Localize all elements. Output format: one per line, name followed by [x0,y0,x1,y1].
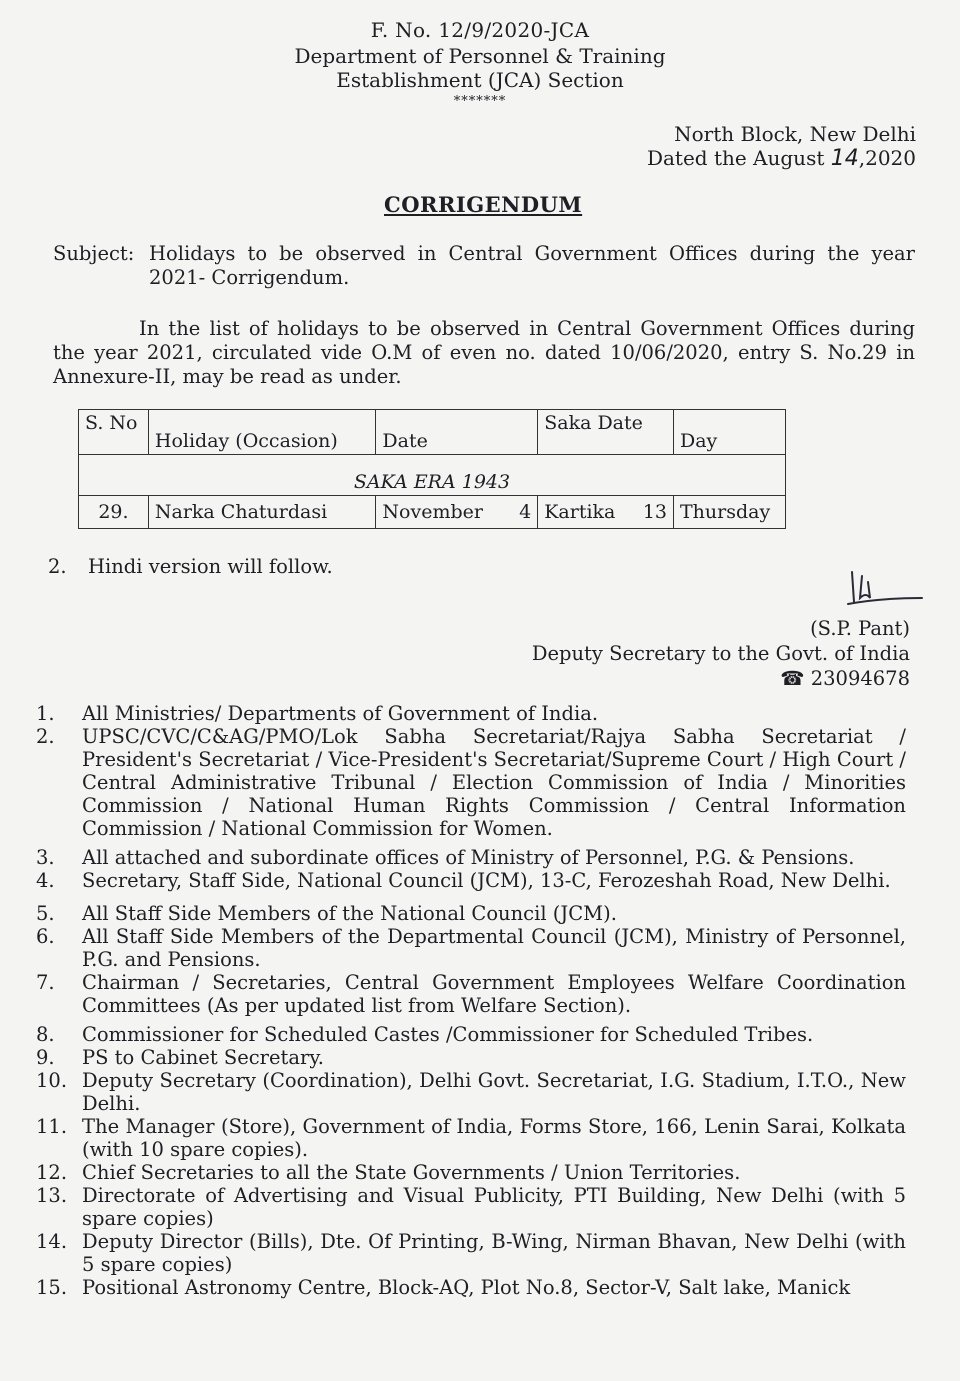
list-item-number: 7. [36,971,55,994]
file-number: F. No. 12/9/2020-JCA [370,18,590,42]
cell-date-month: November [382,501,483,523]
list-item-number: 14. [36,1230,68,1253]
list-item-number: 2. [36,725,55,748]
place-line: North Block, New Delhi [674,122,916,146]
date-prefix: Dated the August [646,146,825,170]
handwritten-day: 14 [830,146,859,171]
date-year: ,2020 [858,146,916,170]
saka-era: SAKA ERA 1943 [79,455,786,496]
list-item [36,1230,906,1276]
list-item [36,1161,906,1184]
list-item [36,725,906,840]
list-item [36,925,906,971]
list-item [36,1276,906,1299]
document-title: CORRIGENDUM [384,192,583,217]
cell-date-day: 4 [519,501,532,523]
signatory-name: (S.P. Pant) [810,617,910,640]
header-separator: ******* [453,94,507,109]
list-item-number: 10. [36,1069,68,1092]
list-item-text: All Staff Side Members of the Departmental Council (JCM), Ministry of Personnel, P.G. and Pensions. [82,925,906,971]
list-item [36,702,906,725]
list-item-number: 1. [36,702,55,725]
header-holiday: Holiday (Occasion) [148,410,376,455]
list-item-number: 3. [36,846,55,869]
table-era-row [79,455,786,496]
list-item-text: Secretary, Staff Side, National Council (JCM), 13-C, Ferozeshah Road, New Delhi. [82,869,891,892]
table-row [79,496,786,529]
subject-block [53,242,915,290]
distribution-list [36,702,906,1299]
signature-mark [840,568,926,618]
cell-saka-day: 13 [642,501,667,523]
list-item-text: All Staff Side Members of the National Council (JCM). [82,902,617,925]
header-sno: S. No [79,410,149,455]
note-text: Hindi version will follow. [88,555,333,578]
signatory-designation: Deputy Secretary to the Govt. of India [531,642,910,665]
list-item-text: Deputy Director (Bills), Dte. Of Printing, B-Wing, Nirman Bhavan, New Delhi (with 5 spare copies) [82,1230,906,1276]
cell-date [376,496,538,529]
list-item-text: All Ministries/ Departments of Government of India. [82,702,599,725]
list-item-number: 15. [36,1276,68,1299]
holiday-table [78,409,786,529]
note-line [48,555,333,578]
list-item-text: The Manager (Store), Government of India, Forms Store, 166, Lenin Sarai, Kolkata (with 10 spare copies). [82,1115,906,1161]
list-item-number: 8. [36,1023,55,1046]
cell-saka-date [538,496,674,529]
date-line [647,146,916,171]
cell-saka-month: Kartika [544,501,616,523]
department-name: Department of Personnel & Training [294,44,666,68]
subject-text: Holidays to be observed in Central Government Offices during the year 2021- Corrigendum. [149,242,915,289]
list-item-text: Chief Secretaries to all the State Governments / Union Territories. [82,1161,741,1184]
cell-holiday: Narka Chaturdasi [148,496,376,529]
body-paragraph: In the list of holidays to be observed in Central Government Offices during the year 2021, circulated vide O.M of even no. dated 10/06/2020, entry S. No.29 in Annexure-II, may be read as under. [53,317,915,388]
list-item-text: Deputy Secretary (Coordination), Delhi Govt. Secretariat, I.G. Stadium, I.T.O., New Delhi. [82,1069,906,1115]
note-number: 2. [48,555,67,578]
list-item-text: All attached and subordinate offices of Ministry of Personnel, P.G. & Pensions. [82,846,855,869]
signatory-phone: ☎ 23094678 [780,667,910,690]
table-header-row [79,410,786,455]
list-item-number: 5. [36,902,55,925]
list-item-number: 11. [36,1115,68,1138]
cell-day: Thursday [674,496,786,529]
header-day: Day [674,410,786,455]
list-item [36,902,906,925]
list-item-number: 6. [36,925,55,948]
list-item [36,1115,906,1161]
list-item-number: 4. [36,869,55,892]
list-item [36,1023,906,1046]
list-item-text: Directorate of Advertising and Visual Publicity, PTI Building, New Delhi (with 5 spare copies) [82,1184,906,1230]
list-item-text: Chairman / Secretaries, Central Government Employees Welfare Coordination Committees (As per updated list from Welfare Section). [82,971,906,1017]
section-name: Establishment (JCA) Section [336,68,624,92]
list-item [36,1046,906,1069]
list-item [36,869,906,892]
list-item-number: 13. [36,1184,68,1207]
list-item-text: Commissioner for Scheduled Castes /Commissioner for Scheduled Tribes. [82,1023,814,1046]
list-item-number: 12. [36,1161,68,1184]
header-date: Date [376,410,538,455]
list-item-number: 9. [36,1046,55,1069]
list-item [36,1069,906,1115]
list-item-text: UPSC/CVC/C&AG/PMO/Lok Sabha Secretariat/Rajya Sabha Secretariat / President's Secretariat / Vice-President's Secretariat/Supreme Court / High Court / Central Administrative Tribunal / Election Commission of India / Minorities Commission / National Human Rights Commission / Central Information Commission / National Commission for Women. [82,725,906,840]
subject-label: Subject: [53,242,135,265]
cell-sno: 29. [79,496,149,529]
list-item-text: PS to Cabinet Secretary. [82,1046,324,1069]
list-item [36,846,906,869]
list-item [36,1184,906,1230]
list-item-text: Positional Astronomy Centre, Block-AQ, Plot No.8, Sector-V, Salt lake, Manick [82,1276,851,1299]
header-saka-date: Saka Date [538,410,674,455]
signatory-block [532,616,910,691]
list-item [36,971,906,1017]
